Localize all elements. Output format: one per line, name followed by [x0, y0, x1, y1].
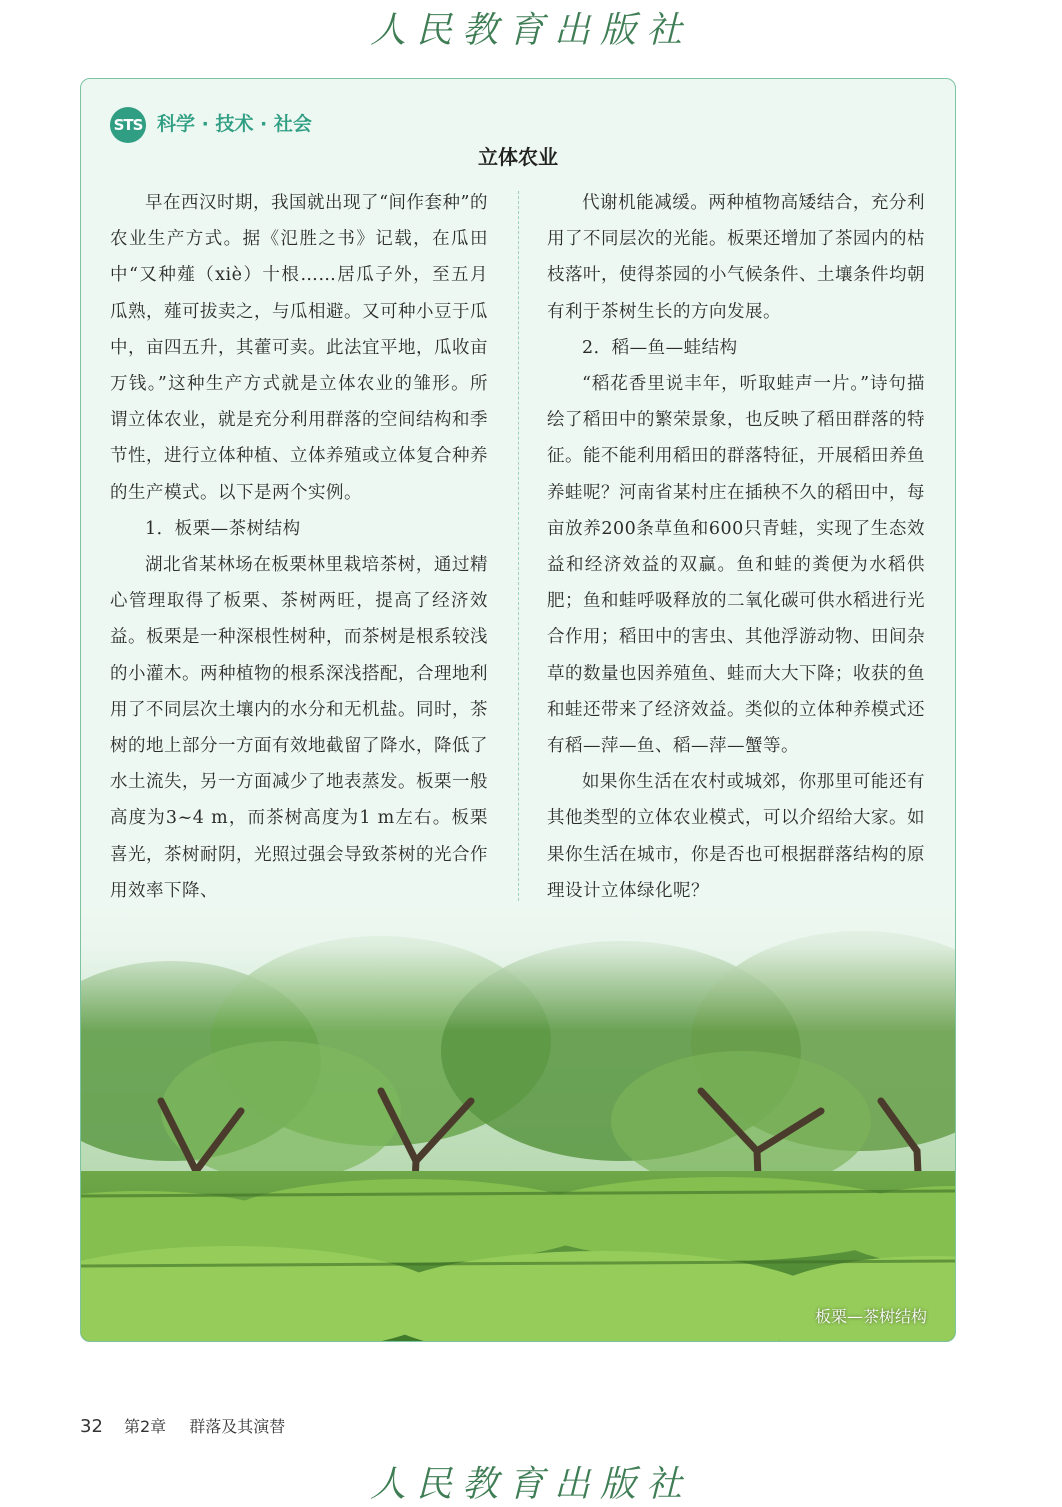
photo-fade-overlay — [81, 901, 955, 1031]
subheading: 1．板栗—茶树结构 — [145, 518, 301, 539]
sts-badge-icon: STS — [110, 107, 146, 143]
chapter-number: 第2章 — [124, 1417, 167, 1436]
paragraph: 湖北省某林场在板栗林里栽培茶树，通过精心管理取得了板栗、茶树两旺，提高了经济效益。板栗是一种深根性树种，而茶树是根系较浅的小灌木。两种植物的根系深浅搭配，合理地利用了不同层次土壤内的水分和无机盐。同时，茶树的地上部分一方面有效地截留了降水，降低了水土流失，另一方面减少了地表蒸发。板栗一般高度为3~4 m，而茶树高度为1 m左右。板栗喜光，茶树耐阴，光照过强会导致茶树的光合作用效率下降、 — [110, 555, 488, 901]
paragraph: 如果你生活在农村或城郊，你那里可能还有其他类型的立体农业模式，可以介绍给大家。如果你生活在城市，你是否也可根据群落结构的原理设计立体绿化呢？ — [547, 772, 925, 901]
chestnut-tea-photo — [81, 901, 955, 1341]
left-column — [110, 185, 488, 909]
subheading: 2．稻—鱼—蛙结构 — [582, 337, 738, 358]
publisher-watermark-top: 人民教育出版社 — [369, 10, 692, 51]
photo-caption: 板栗—茶树结构 — [814, 1307, 927, 1326]
paragraph: 代谢机能减缓。两种植物高矮结合，充分利用了不同层次的光能。板栗还增加了茶园内的枯枝落叶，使得茶园的小气候条件、土壤条件均朝有利于茶树生长的方向发展。 — [547, 193, 925, 322]
chapter-title: 群落及其演替 — [189, 1417, 286, 1436]
sts-feature-box — [80, 78, 956, 1342]
page-number: 32 — [80, 1416, 103, 1437]
publisher-watermark-bottom: 人民教育出版社 — [369, 1464, 692, 1505]
column-divider — [518, 191, 519, 936]
paragraph: “稻花香里说丰年，听取蛙声一片。”诗句描绘了稻田中的繁荣景象，也反映了稻田群落的特征。能不能利用稻田的群落特征，开展稻田养鱼养蛙呢？河南省某村庄在插秧不久的稻田中，每亩放养200条草鱼和600只青蛙，实现了生态效益和经济效益的双赢。鱼和蛙的粪便为水稻供肥；鱼和蛙呼吸释放的二氧化碳可供水稻进行光合作用；稻田中的害虫、其他浮游动物、田间杂草的数量也因养殖鱼、蛙而大大下降；收获的鱼和蛙还带来了经济效益。类似的立体种养模式还有稻—萍—鱼、稻—萍—蟹等。 — [547, 374, 925, 757]
right-column — [547, 185, 925, 909]
feature-title: 立体农业 — [478, 145, 558, 169]
paragraph: 早在西汉时期，我国就出现了“间作套种”的农业生产方式。据《氾胜之书》记载，在瓜田中“又种薤（xiè）十根……居瓜子外，至五月瓜熟，薤可拔卖之，与瓜相避。又可种小豆于瓜中，亩四五升，其藿可卖。此法宜平地，瓜收亩万钱。”这种生产方式就是立体农业的雏形。所谓立体农业，就是充分利用群落的空间结构和季节性，进行立体种植、立体养殖或立体复合种养的生产模式。以下是两个实例。 — [110, 193, 488, 503]
section-label: 科学 · 技术 · 社会 — [157, 113, 312, 135]
page-footer — [80, 1414, 285, 1437]
